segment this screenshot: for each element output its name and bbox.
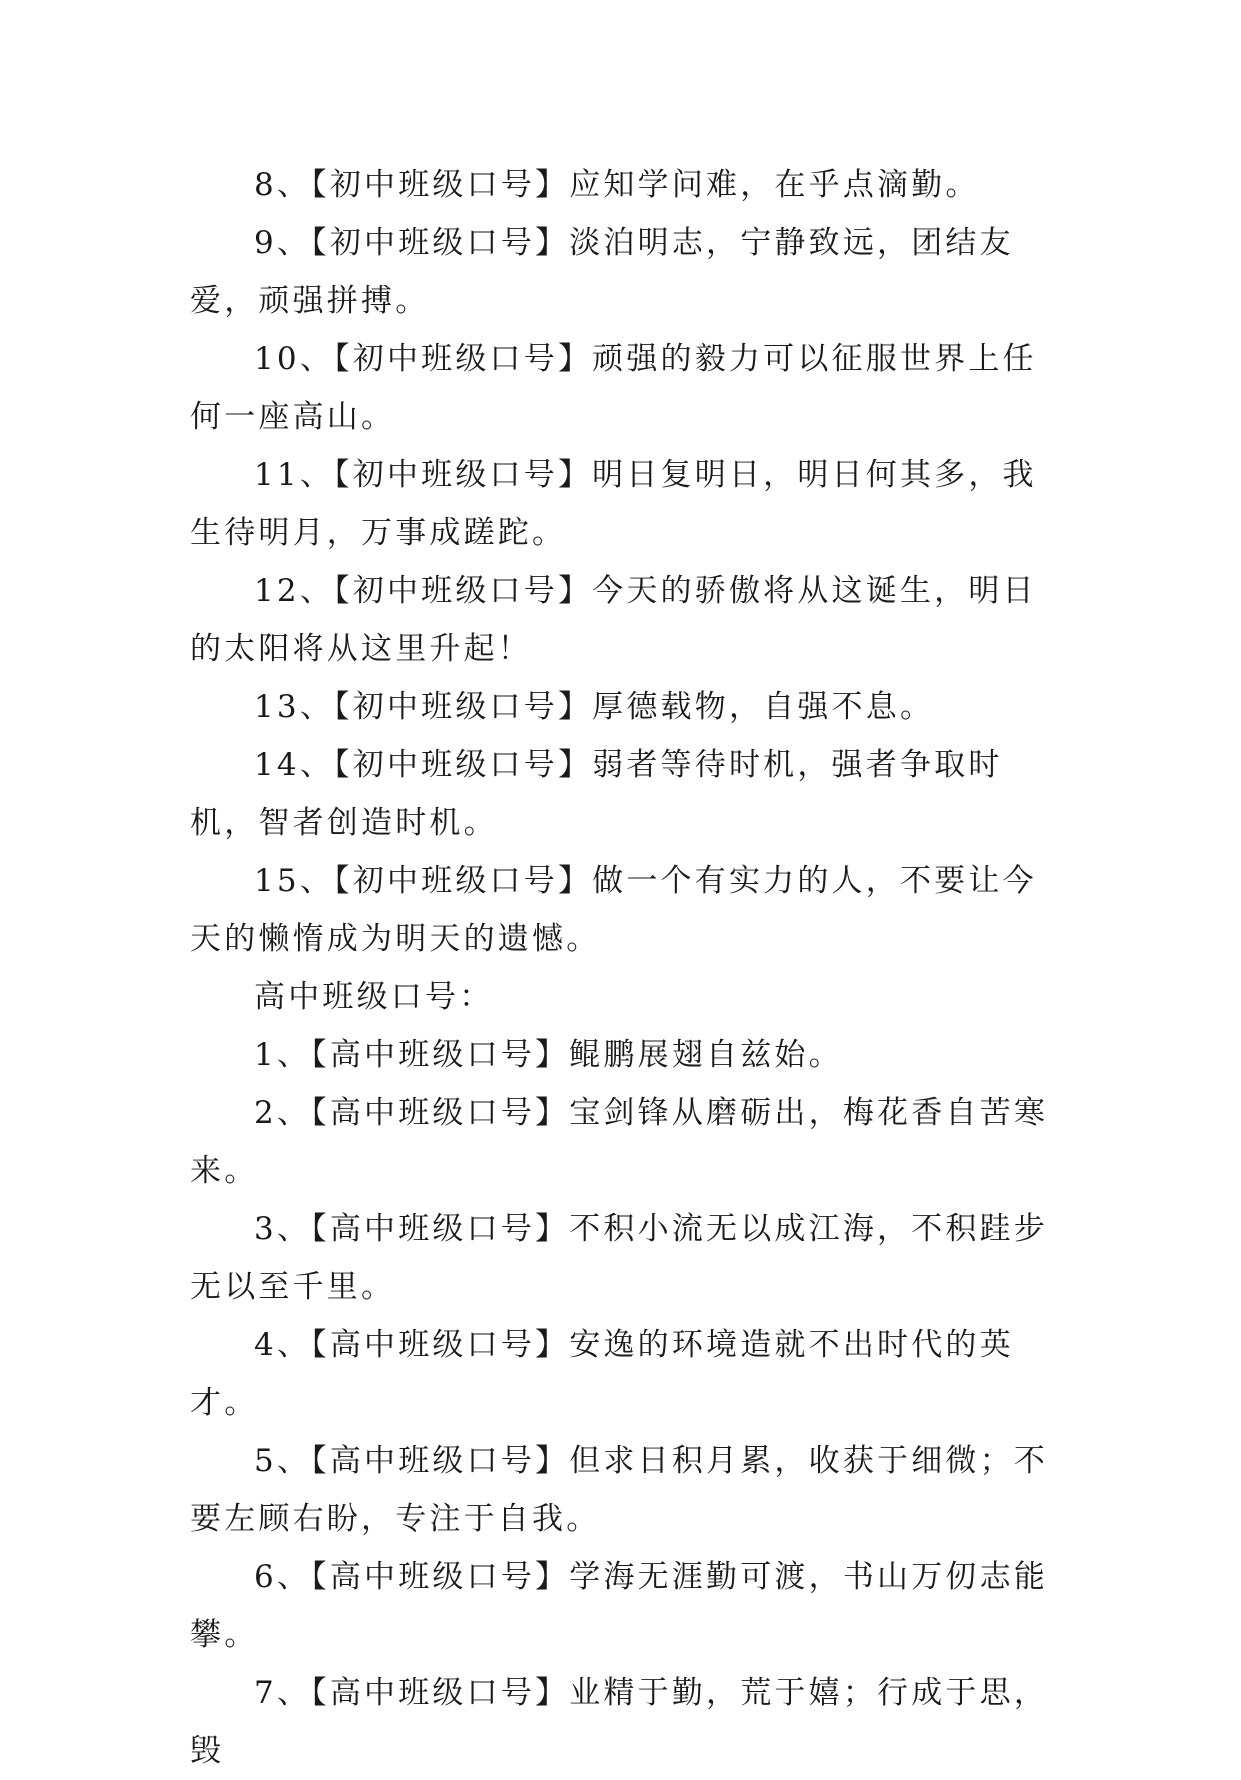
slogan-paragraph-senior-1: 1、【高中班级口号】鲲鹏展翅自兹始。 (254, 1037, 843, 1073)
slogan-paragraph-senior-7: 7、【高中班级口号】业精于勤，荒于嬉；行成于思，毁 (190, 1675, 1049, 1769)
slogan-paragraph-senior-6: 6、【高中班级口号】学海无涯勤可渡，书山万仞志能攀。 (190, 1559, 1049, 1653)
slogan-paragraph-junior-10: 10、【初中班级口号】顽强的毅力可以征服世界上任何一座高山。 (190, 341, 1037, 435)
slogan-paragraph-senior-5: 5、【高中班级口号】但求日积月累，收获于细微；不要左顾右盼，专注于自我。 (190, 1443, 1049, 1537)
slogan-paragraph-junior-15: 15、【初中班级口号】做一个有实力的人，不要让今天的懒惰成为明天的遗憾。 (190, 863, 1037, 957)
section-heading-senior: 高中班级口号： (254, 979, 494, 1015)
document-body (190, 156, 1060, 1780)
slogan-paragraph-senior-4: 4、【高中班级口号】安逸的环境造就不出时代的英才。 (190, 1327, 1014, 1421)
slogan-paragraph-senior-3: 3、【高中班级口号】不积小流无以成江海，不积跬步无以至千里。 (190, 1211, 1049, 1305)
slogan-paragraph-junior-12: 12、【初中班级口号】今天的骄傲将从这诞生，明日的太阳将从这里升起！ (190, 573, 1037, 667)
slogan-paragraph-junior-8: 8、【初中班级口号】应知学问难，在乎点滴勤。 (254, 167, 980, 203)
slogan-paragraph-junior-11: 11、【初中班级口号】明日复明日，明日何其多，我生待明月，万事成蹉跎。 (190, 457, 1037, 551)
slogan-paragraph-junior-9: 9、【初中班级口号】淡泊明志，宁静致远，团结友爱，顽强拼搏。 (190, 225, 1014, 319)
slogan-paragraph-senior-2: 2、【高中班级口号】宝剑锋从磨砺出，梅花香自苦寒来。 (190, 1095, 1049, 1189)
slogan-paragraph-junior-13: 13、【初中班级口号】厚德载物，自强不息。 (254, 689, 935, 725)
slogan-paragraph-junior-14: 14、【初中班级口号】弱者等待时机，强者争取时机，智者创造时机。 (190, 747, 1003, 841)
